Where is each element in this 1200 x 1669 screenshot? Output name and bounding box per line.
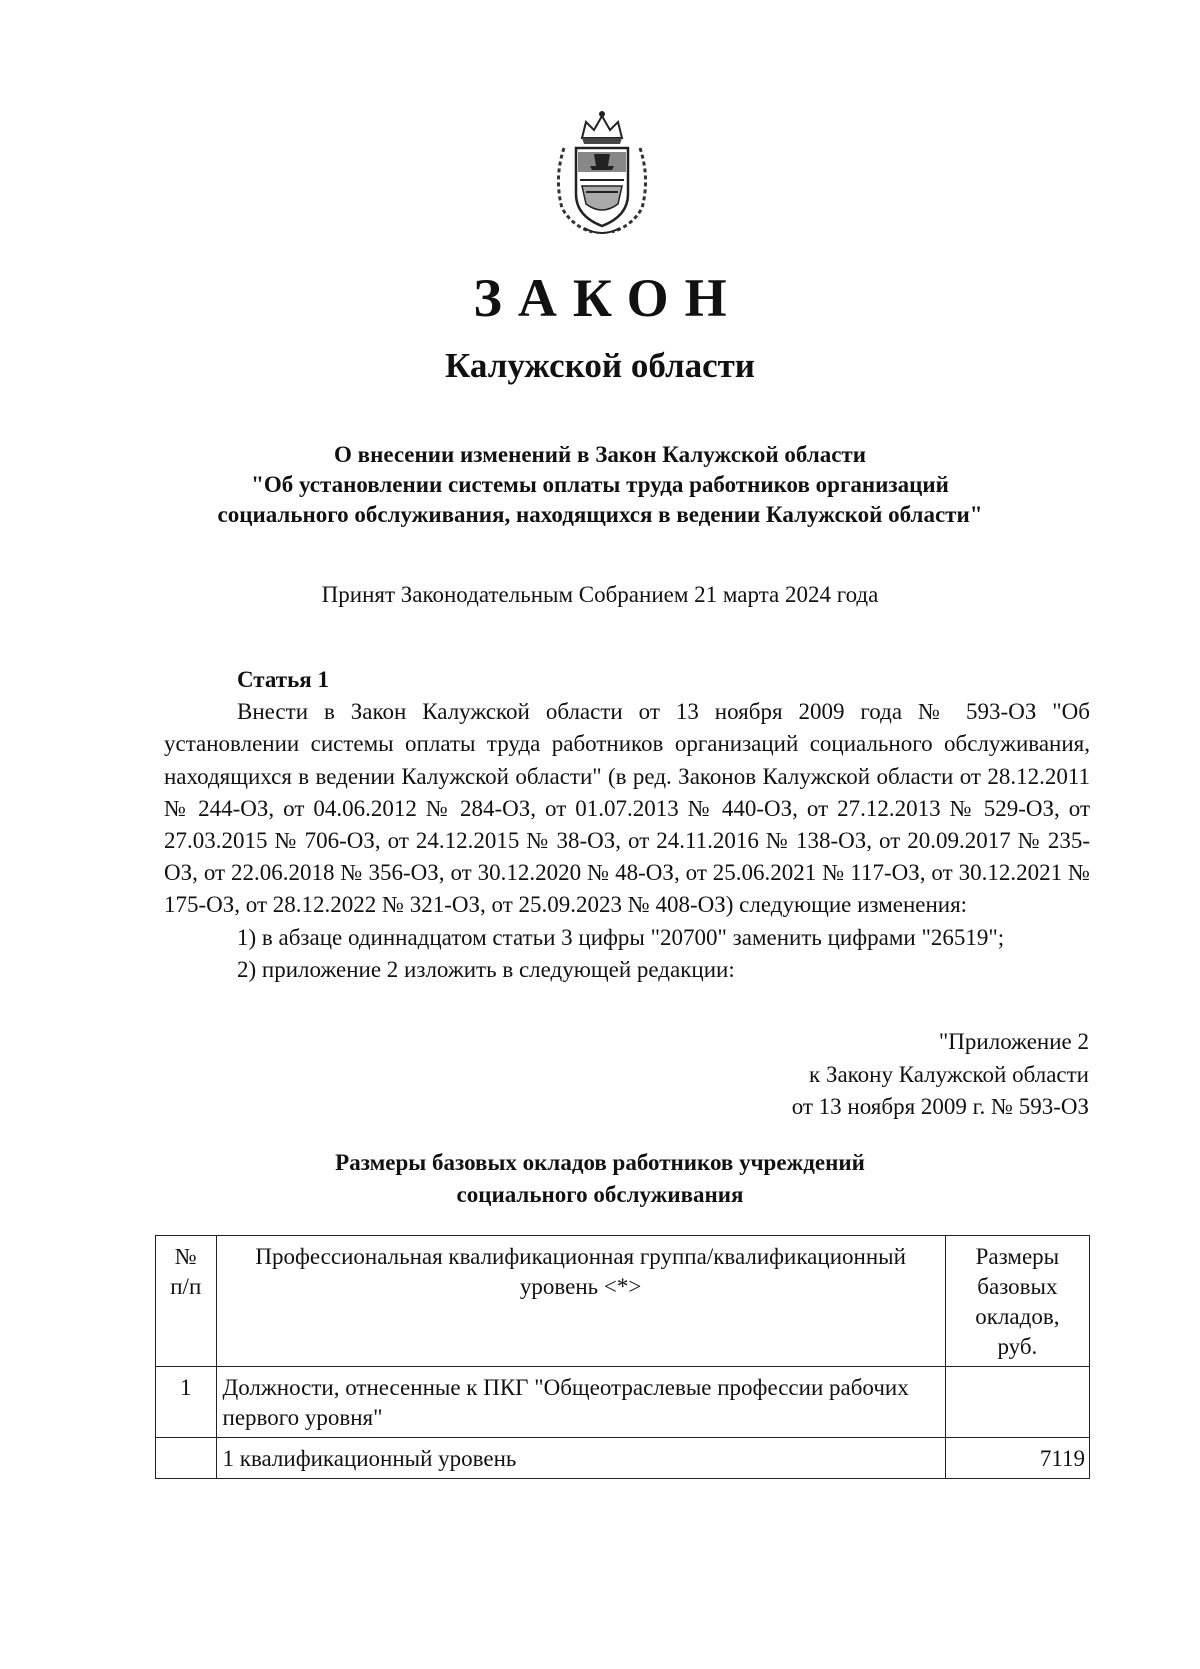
article-paragraph: Внести в Закон Калужской области от 13 ноября 2009 года № 593-ОЗ "Об установлении системы оплаты труда работников организаций социального обслуживания, находящихся в ведении Калужской области" (в ред. Законов Калужской области от 28.12.2011 № 244-ОЗ, от 04.06.2012 № 284-ОЗ, от 01.07.2013 № 440-ОЗ, от 27.12.2013 № 529-ОЗ, от 27.03.2015 № 706-ОЗ, от 24.12.2015 № 38-ОЗ, от 24.11.2016 № 138-ОЗ, от 20.09.2017 № 235-ОЗ, от 22.06.2018 № 356-ОЗ, от 30.12.2020 № 48-ОЗ, от 25.06.2021 № 117-ОЗ, от 30.12.2021 № 175-ОЗ, от 28.12.2022 № 321-ОЗ, от 25.09.2023 № 408-ОЗ) следующие изменения: xyxy=(164,699,1090,918)
table-title-line: социального обслуживания xyxy=(456,1182,744,1207)
header-number-line: № xyxy=(174,1244,197,1269)
table-row xyxy=(156,1438,1090,1479)
article-heading: Статья 1 xyxy=(237,667,329,692)
header-group-name: Профессиональная квалификационная группа/квалификационный уровень <*> xyxy=(216,1236,945,1367)
subject-line: О внесении изменений в Закон Калужской области xyxy=(334,442,866,467)
table-row xyxy=(156,1367,1090,1438)
row-number xyxy=(156,1438,217,1479)
table-header-row xyxy=(156,1236,1090,1367)
subject-line: "Об установлении системы оплаты труда работников организаций xyxy=(251,472,949,497)
header-salary-line: окладов, xyxy=(975,1304,1060,1329)
salary-table xyxy=(155,1235,1090,1479)
adoption-note: Принят Законодательным Собранием 21 марта 2024 года xyxy=(321,582,879,607)
row-number: 1 xyxy=(156,1367,217,1438)
header-number-line: п/п xyxy=(170,1274,202,1299)
appendix-reference xyxy=(600,1026,1089,1124)
row-salary: 7119 xyxy=(945,1438,1089,1479)
header-salary-line: руб. xyxy=(997,1334,1038,1359)
article-item: 2) приложение 2 изложить в следующей редакции: xyxy=(237,956,735,982)
article-1 xyxy=(164,664,1090,986)
article-item: 1) в абзаце одиннадцатом статьи 3 цифры "20700" заменить цифрами "26519"; xyxy=(237,924,1005,950)
appendix-line: "Приложение 2 xyxy=(938,1029,1089,1054)
document-type-title: ЗАКОН xyxy=(473,268,743,328)
subject-line: социального обслуживания, находящихся в ведении Калужской области" xyxy=(217,502,983,527)
table-title-line: Размеры базовых окладов работников учреждений xyxy=(335,1150,865,1175)
header-number xyxy=(156,1236,217,1367)
appendix-line: к Закону Калужской области xyxy=(809,1061,1089,1087)
law-subject xyxy=(150,440,1050,530)
table-title xyxy=(0,1147,1200,1211)
appendix-line: от 13 ноября 2009 г. № 593-ОЗ xyxy=(791,1094,1089,1119)
header-salary-line: Размеры xyxy=(975,1244,1060,1269)
row-group-name: 1 квалификационный уровень xyxy=(216,1438,945,1479)
header-salary xyxy=(945,1236,1089,1367)
row-group-name: Должности, отнесенные к ПКГ "Общеотраслевые профессии рабочих первого уровня" xyxy=(216,1367,945,1438)
region-title: Калужской области xyxy=(445,346,755,385)
header-salary-line: базовых xyxy=(977,1274,1058,1299)
coat-of-arms-icon xyxy=(548,108,656,240)
row-salary xyxy=(945,1367,1089,1438)
